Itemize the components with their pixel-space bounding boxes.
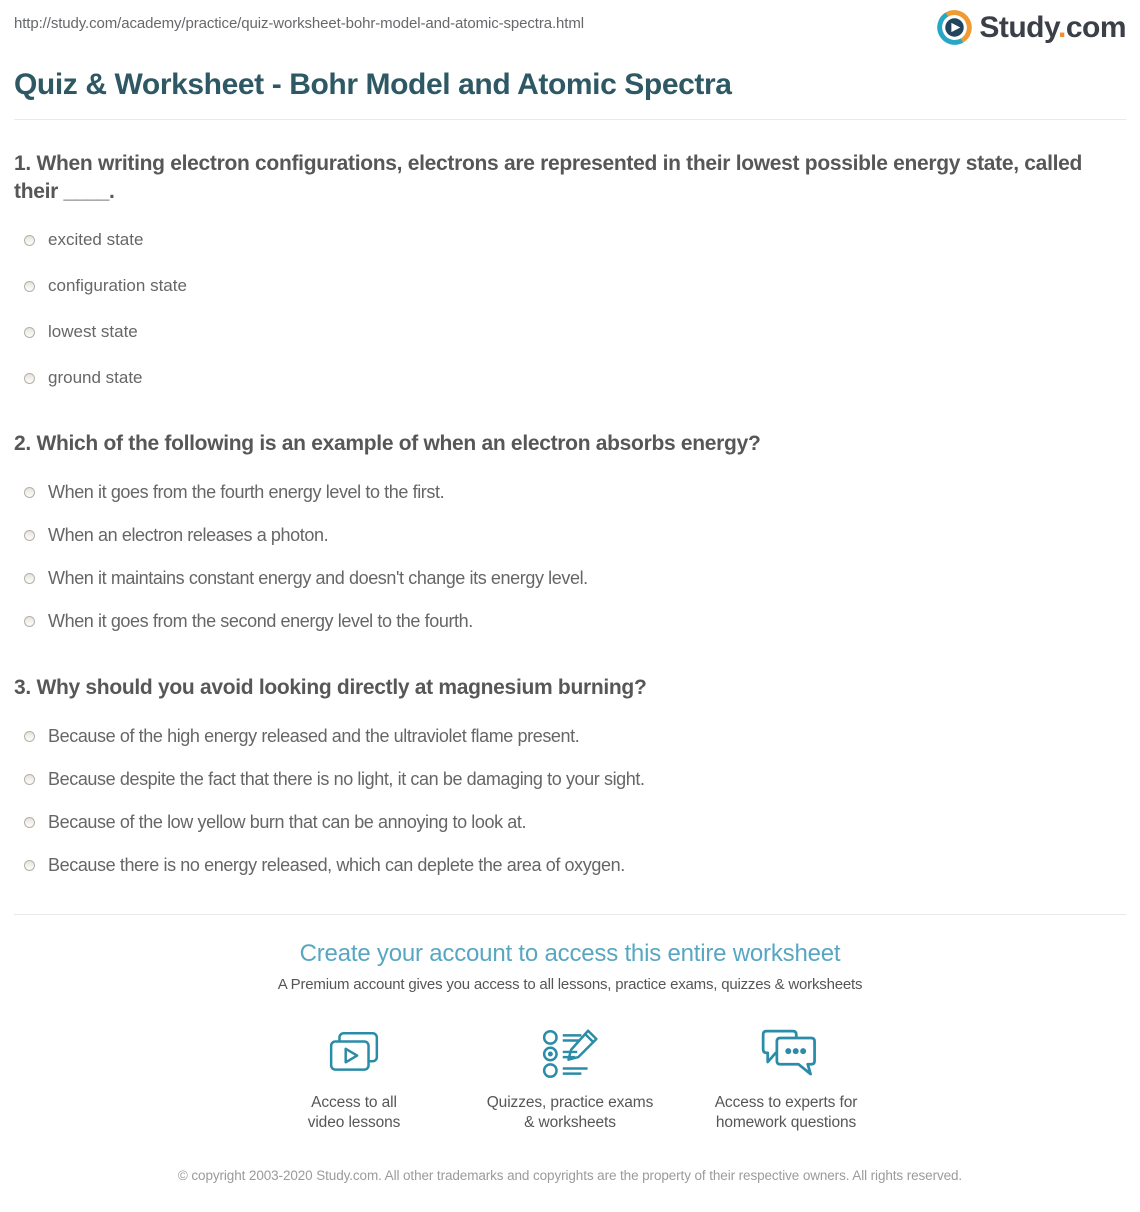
question-3-text: 3. Why should you avoid looking directly at magnesium burning? (14, 676, 647, 699)
answer-option[interactable] (14, 568, 1126, 589)
answer-option[interactable] (14, 276, 1126, 296)
option-label: Because there is no energy released, which can deplete the area of oxygen. (48, 855, 625, 875)
option-label: When an electron releases a photon. (48, 525, 329, 545)
answer-option[interactable] (14, 525, 1126, 546)
question-2-options (14, 482, 1126, 632)
answer-option[interactable] (14, 611, 1126, 632)
logo-dot: . (1057, 10, 1066, 44)
create-account-link[interactable]: Create your account to access this entire worksheet (299, 940, 841, 967)
cta-section (14, 940, 1126, 1133)
option-label: When it maintains constant energy and doesn't change its energy level. (48, 568, 588, 588)
answer-option[interactable] (14, 230, 1126, 250)
question-1-text: 1. When writing electron configurations, electrons are represented in their lowest possible energy state, called their ____. (14, 152, 1083, 203)
radio-button[interactable] (24, 774, 35, 785)
premium-subheading: A Premium account gives you access to all lessons, practice exams, quizzes & worksheets (277, 976, 863, 993)
option-label: configuration state (48, 276, 187, 295)
answer-option[interactable] (14, 368, 1126, 388)
radio-button[interactable] (24, 616, 35, 627)
copyright-notice: © copyright 2003-2020 Study.com. All other trademarks and copyrights are the property of their respective owners. All rights reserved. (177, 1168, 963, 1183)
radio-button[interactable] (24, 817, 35, 828)
answer-option[interactable] (14, 322, 1126, 342)
question-3-options (14, 726, 1126, 876)
option-label: Because despite the fact that there is no light, it can be damaging to your sight. (48, 769, 645, 789)
feature-list (14, 1023, 1126, 1133)
option-label: excited state (48, 230, 144, 249)
option-label: When it goes from the second energy level to the fourth. (48, 611, 473, 631)
feature-label: Access to experts for homework questions (714, 1094, 858, 1131)
page-url: http://study.com/academy/practice/quiz-worksheet-bohr-model-and-atomic-spectra.html (14, 15, 584, 32)
radio-button[interactable] (24, 327, 35, 338)
radio-button[interactable] (24, 731, 35, 742)
answer-option[interactable] (14, 482, 1126, 503)
radio-button[interactable] (24, 281, 35, 292)
answer-option[interactable] (14, 855, 1126, 876)
feature-label: Access to all video lessons (307, 1094, 401, 1131)
radio-button[interactable] (24, 573, 35, 584)
feature-video-lessons (254, 1023, 454, 1133)
radio-button[interactable] (24, 860, 35, 871)
cta-divider (14, 914, 1126, 915)
header (14, 0, 1126, 52)
question-1-options (14, 230, 1126, 388)
radio-button[interactable] (24, 487, 35, 498)
question-1 (14, 150, 1126, 388)
feature-homework-experts (686, 1023, 886, 1133)
option-label: Because of the high energy released and the ultraviolet flame present. (48, 726, 580, 746)
option-label: ground state (48, 368, 143, 387)
chat-experts-icon (686, 1023, 886, 1085)
answer-option[interactable] (14, 769, 1126, 790)
question-2-text: 2. Which of the following is an example of when an electron absorbs energy? (14, 432, 761, 455)
radio-button[interactable] (24, 530, 35, 541)
title-divider (14, 119, 1126, 120)
video-lessons-icon (254, 1023, 454, 1085)
quizzes-worksheets-icon (470, 1023, 670, 1085)
studycom-logo[interactable] (937, 10, 1126, 45)
question-2 (14, 430, 1126, 632)
studycom-play-icon (937, 10, 972, 45)
studycom-wordmark: Study.com (979, 10, 1126, 44)
option-label: Because of the low yellow burn that can be annoying to look at. (48, 812, 527, 832)
radio-button[interactable] (24, 373, 35, 384)
feature-label: Quizzes, practice exams & worksheets (486, 1094, 654, 1131)
option-label: lowest state (48, 322, 138, 341)
answer-option[interactable] (14, 812, 1126, 833)
option-label: When it goes from the fourth energy level to the first. (48, 482, 445, 502)
answer-option[interactable] (14, 726, 1126, 747)
radio-button[interactable] (24, 235, 35, 246)
page-title: Quiz & Worksheet - Bohr Model and Atomic Spectra (14, 68, 732, 101)
question-3 (14, 674, 1126, 876)
feature-quizzes-worksheets (470, 1023, 670, 1133)
